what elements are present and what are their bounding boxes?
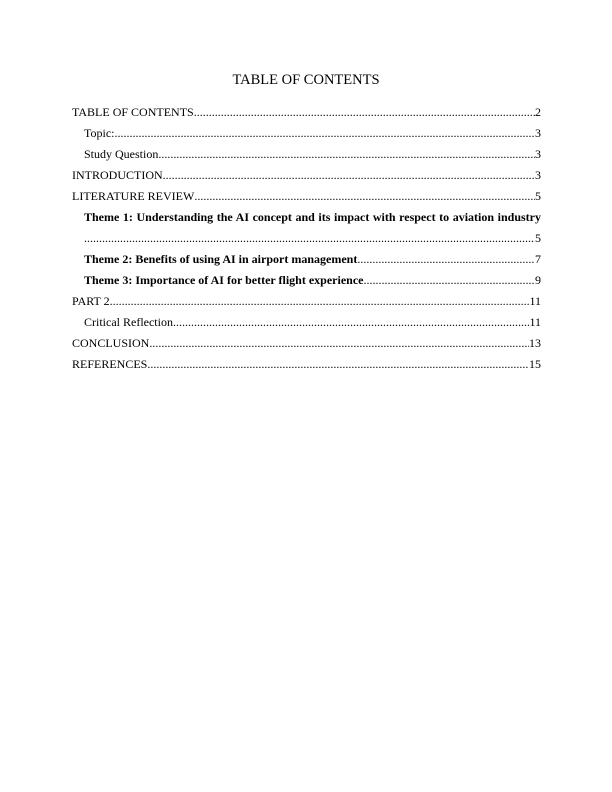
dot-leader: [357, 252, 535, 266]
toc-entry-table-of-contents[interactable]: [72, 98, 541, 119]
toc-entry-label: Critical Reflection: [84, 315, 173, 329]
dot-leader: [115, 126, 536, 140]
toc-entry-theme-2[interactable]: [72, 245, 541, 266]
dot-leader: [147, 357, 529, 371]
table-of-contents: [72, 98, 541, 371]
dot-leader: [364, 273, 536, 287]
toc-entry-page-number: 7: [535, 252, 541, 266]
toc-entry-label: Study Question: [84, 147, 159, 161]
dot-leader: [194, 105, 535, 119]
toc-entry-label: INTRODUCTION: [72, 168, 163, 182]
toc-entry-theme-3[interactable]: [72, 266, 541, 287]
toc-entry-critical-reflection[interactable]: [72, 308, 541, 329]
toc-entry-label: Theme 3: Importance of AI for better flight experience: [84, 273, 364, 287]
dot-leader: [173, 315, 529, 329]
toc-entry-page-number: 3: [535, 126, 541, 140]
toc-entry-label: LITERATURE REVIEW: [72, 189, 195, 203]
dot-leader: [84, 231, 535, 245]
toc-entry-page-number: 15: [529, 357, 541, 371]
dot-leader: [163, 168, 535, 182]
toc-entry-page-number: 11: [529, 315, 541, 329]
toc-entry-conclusion[interactable]: [72, 329, 541, 350]
dot-leader: [149, 336, 529, 350]
toc-entry-label: PART 2: [72, 294, 110, 308]
toc-heading: TABLE OF CONTENTS: [232, 72, 380, 88]
toc-entry-label: TABLE OF CONTENTS: [72, 105, 194, 119]
toc-entry-theme-1-continuation[interactable]: [72, 224, 541, 245]
toc-entry-page-number: 13: [529, 336, 541, 350]
toc-entry-topic[interactable]: [72, 119, 541, 140]
toc-entry-part-2[interactable]: [72, 287, 541, 308]
toc-entry-label: Theme 1: Understanding the AI concept and its impact with respect to aviation industry: [84, 210, 541, 224]
toc-entry-label: REFERENCES: [72, 357, 148, 371]
toc-entry-label: Theme 2: Benefits of using AI in airport management: [84, 252, 358, 266]
toc-entry-page-number: 5: [535, 189, 541, 203]
toc-entry-page-number: 2: [535, 105, 541, 119]
dot-leader: [110, 294, 530, 308]
toc-entry-page-number: 3: [535, 147, 541, 161]
toc-entry-theme-1[interactable]: [72, 203, 541, 224]
toc-entry-page-number: 9: [535, 273, 541, 287]
toc-entry-study-question[interactable]: [72, 140, 541, 161]
toc-entry-literature-review[interactable]: [72, 182, 541, 203]
toc-entry-page-number: 5: [535, 231, 541, 245]
toc-entry-page-number: 3: [535, 168, 541, 182]
dot-leader: [158, 147, 535, 161]
toc-entry-label: CONCLUSION: [72, 336, 150, 350]
toc-entry-references[interactable]: [72, 350, 541, 371]
toc-entry-label: Topic:: [84, 126, 115, 140]
toc-entry-introduction[interactable]: [72, 161, 541, 182]
toc-entry-page-number: 11: [529, 294, 541, 308]
dot-leader: [194, 189, 535, 203]
